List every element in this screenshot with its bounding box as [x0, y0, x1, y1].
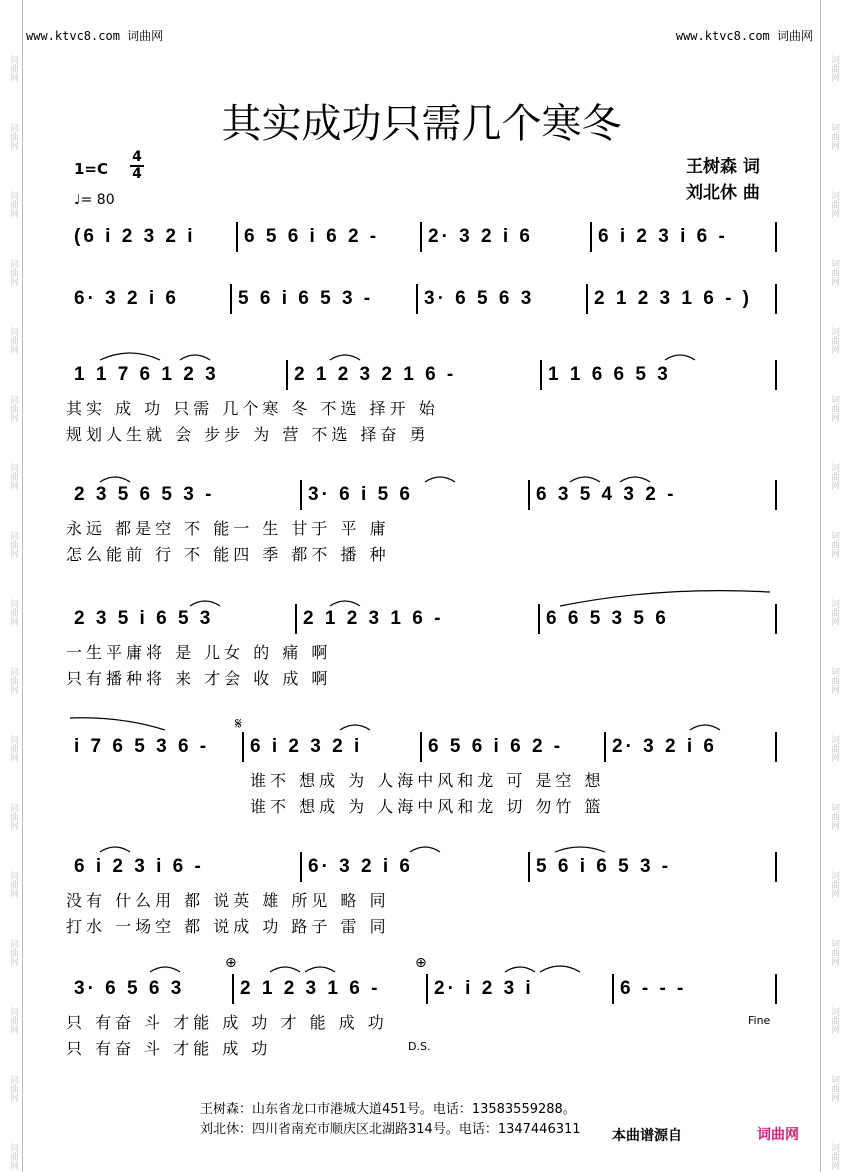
measure-notes: 6 3 5 4 3 2 - [536, 484, 677, 505]
watermark-text: 词曲网 [829, 395, 839, 422]
lyric-line: 谁不 想成 为 人海中风和龙 可 是空 想 [250, 771, 605, 790]
measure-notes: 6· 3 2 i 6 [308, 856, 413, 877]
measure-notes: i 7 6 5 3 6 - [74, 736, 210, 757]
measure-notes: 3· 6 5 6 3 [424, 288, 535, 309]
watermark-text: 词曲网 [8, 871, 18, 898]
barline [286, 360, 288, 390]
measure-notes: (6 i 2 3 2 i [74, 226, 196, 247]
watermark-text: 词曲网 [8, 803, 18, 830]
watermark-text: 词曲网 [829, 599, 839, 626]
composer-credit: 刘北休 曲 [686, 183, 760, 203]
lyric-line: 怎么能前 行 不 能四 季 都不 播 种 [66, 545, 390, 564]
barline [604, 732, 606, 762]
barline [775, 852, 777, 882]
barline [775, 480, 777, 510]
barline [538, 604, 540, 634]
score-system [0, 856, 843, 880]
watermark-text: 词曲网 [829, 55, 839, 82]
measure-notes: 6 5 6 i 6 2 - [244, 226, 380, 247]
coda-sign-2: ⊕ [415, 955, 427, 971]
lyric-line: 没有 什么用 都 说英 雄 所见 略 同 [66, 891, 390, 910]
lyric-line: 只 有奋 斗 才能 成 功 [66, 1039, 272, 1058]
watermark-text: 词曲网 [829, 191, 839, 218]
measure-notes: 3· 6 i 5 6 [308, 484, 413, 505]
watermark-text: 词曲网 [829, 667, 839, 694]
watermark-text: 词曲网 [8, 1007, 18, 1034]
watermark-text: 词曲网 [8, 395, 18, 422]
measure-notes: 5 6 i 6 5 3 - [238, 288, 374, 309]
barline [775, 360, 777, 390]
watermark-text: 词曲网 [829, 1143, 839, 1170]
watermark-text: 词曲网 [829, 259, 839, 286]
score-system [0, 608, 843, 632]
watermark-text: 词曲网 [8, 599, 18, 626]
measure-notes: 6 i 2 3 2 i [250, 736, 363, 757]
measure-notes: 1 1 6 6 5 3 [548, 364, 671, 385]
measure-notes: 2 1 2 3 1 6 - [303, 608, 444, 629]
barline [230, 284, 232, 314]
barline [528, 480, 530, 510]
watermark-text: 词曲网 [829, 871, 839, 898]
lyric-line: 永远 都是空 不 能一 生 甘于 平 庸 [66, 519, 390, 538]
lyric-line: 只 有奋 斗 才能 成 功 才 能 成 功 [66, 1013, 388, 1032]
source-label: 本曲谱源自 [612, 1128, 682, 1144]
lyric-line: 打水 一场空 都 说成 功 路子 雷 同 [66, 917, 390, 936]
barline [586, 284, 588, 314]
watermark-text: 词曲网 [829, 1007, 839, 1034]
measure-notes: 2 3 5 i 6 5 3 [74, 608, 214, 629]
measure-notes: 6 i 2 3 i 6 - [74, 856, 204, 877]
measure-notes: 2· i 2 3 i [434, 978, 534, 999]
score-system [0, 736, 843, 760]
barline [775, 284, 777, 314]
ds-marking: D.S. [408, 1040, 431, 1053]
measure-notes: 6 i 2 3 i 6 - [598, 226, 728, 247]
watermark-text: 词曲网 [8, 939, 18, 966]
coda-sign-1: ⊕ [225, 955, 237, 971]
measure-notes: 2· 3 2 i 6 [428, 226, 533, 247]
composer-contact: 刘北休：四川省南充市顺庆区北湖路314号。电话：1347446311 [200, 1122, 581, 1137]
quarter-note-icon: ♩ [74, 192, 81, 208]
barline [416, 284, 418, 314]
watermark-text: 词曲网 [8, 667, 18, 694]
measure-notes: 3· 6 5 6 3 [74, 978, 185, 999]
measure-notes: 2 1 2 3 1 6 - [240, 978, 381, 999]
watermark-text: 词曲网 [829, 123, 839, 150]
lyric-line: 一生平庸将 是 儿女 的 痛 啊 [66, 643, 332, 662]
measure-notes: 6 6 5 3 5 6 [546, 608, 669, 629]
barline [590, 222, 592, 252]
barline [420, 222, 422, 252]
header-site-right: www.ktvc8.com 词曲网 [675, 29, 813, 43]
time-signature [130, 150, 144, 182]
lyric-line: 谁不 想成 为 人海中风和龙 切 勿竹 篮 [250, 797, 605, 816]
watermark-text: 词曲网 [829, 531, 839, 558]
tempo-marking [74, 192, 115, 208]
watermark-text: 词曲网 [8, 259, 18, 286]
measure-notes: 2 1 2 3 1 6 - ) [594, 288, 753, 309]
tempo-value: = 80 [80, 192, 115, 208]
measure-notes: 2· 3 2 i 6 [612, 736, 717, 757]
score-system [0, 288, 843, 312]
measure-notes: 6· 3 2 i 6 [74, 288, 179, 309]
barline [236, 222, 238, 252]
lyric-line: 只有播种将 来 才会 收 成 啊 [66, 669, 332, 688]
watermark-text: 词曲网 [829, 735, 839, 762]
barline [775, 732, 777, 762]
barline [300, 852, 302, 882]
lyric-line: 其实 成 功 只需 几个寒 冬 不选 择开 始 [66, 399, 439, 418]
score-system [0, 364, 843, 388]
barline [775, 604, 777, 634]
barline [300, 480, 302, 510]
lyric-line: 规划人生就 会 步步 为 营 不选 择奋 勇 [66, 425, 430, 444]
barline [295, 604, 297, 634]
key-signature: 1=C [74, 160, 109, 178]
barline [540, 360, 542, 390]
watermark-text: 词曲网 [829, 939, 839, 966]
watermark-text: 词曲网 [829, 803, 839, 830]
watermark-text: 词曲网 [8, 531, 18, 558]
barline [612, 974, 614, 1004]
measure-notes: 2 1 2 3 2 1 6 - [294, 364, 457, 385]
barline [242, 732, 244, 762]
watermark-text: 词曲网 [829, 463, 839, 490]
header-site-left: www.ktvc8.com 词曲网 [26, 29, 164, 43]
watermark-text: 词曲网 [8, 1075, 18, 1102]
lyricist-credit: 王树森 词 [686, 157, 760, 177]
measure-notes: 6 5 6 i 6 2 - [428, 736, 564, 757]
score-system [0, 978, 843, 1002]
watermark-text: 词曲网 [8, 327, 18, 354]
measure-notes: 2 3 5 6 5 3 - [74, 484, 215, 505]
measure-notes: 6 - - - [620, 978, 687, 999]
watermark-text: 词曲网 [8, 55, 18, 82]
score-system [0, 226, 843, 250]
watermark-text: 词曲网 [8, 463, 18, 490]
segno-sign: 𝄋 [235, 714, 242, 733]
barline [775, 222, 777, 252]
fine-marking: Fine [748, 1014, 771, 1027]
watermark-text: 词曲网 [829, 327, 839, 354]
score-system [0, 484, 843, 508]
barline [426, 974, 428, 1004]
lyricist-contact: 王树森：山东省龙口市港城大道451号。电话：13583559288。 [200, 1102, 576, 1117]
watermark-text: 词曲网 [8, 1143, 18, 1170]
time-signature-top: 4 [130, 150, 144, 167]
brand-logo-text: 词曲网 [757, 1127, 799, 1143]
barline [528, 852, 530, 882]
watermark-text: 词曲网 [829, 1075, 839, 1102]
measure-notes: 5 6 i 6 5 3 - [536, 856, 672, 877]
barline [232, 974, 234, 1004]
barline [775, 974, 777, 1004]
song-title: 其实成功只需几个寒冬 [221, 101, 622, 147]
watermark-text: 词曲网 [8, 735, 18, 762]
measure-notes: 1 1 7 6 1 2 3 [74, 364, 219, 385]
watermark-text: 词曲网 [8, 123, 18, 150]
time-signature-bottom: 4 [132, 166, 142, 182]
barline [420, 732, 422, 762]
watermark-text: 词曲网 [8, 191, 18, 218]
